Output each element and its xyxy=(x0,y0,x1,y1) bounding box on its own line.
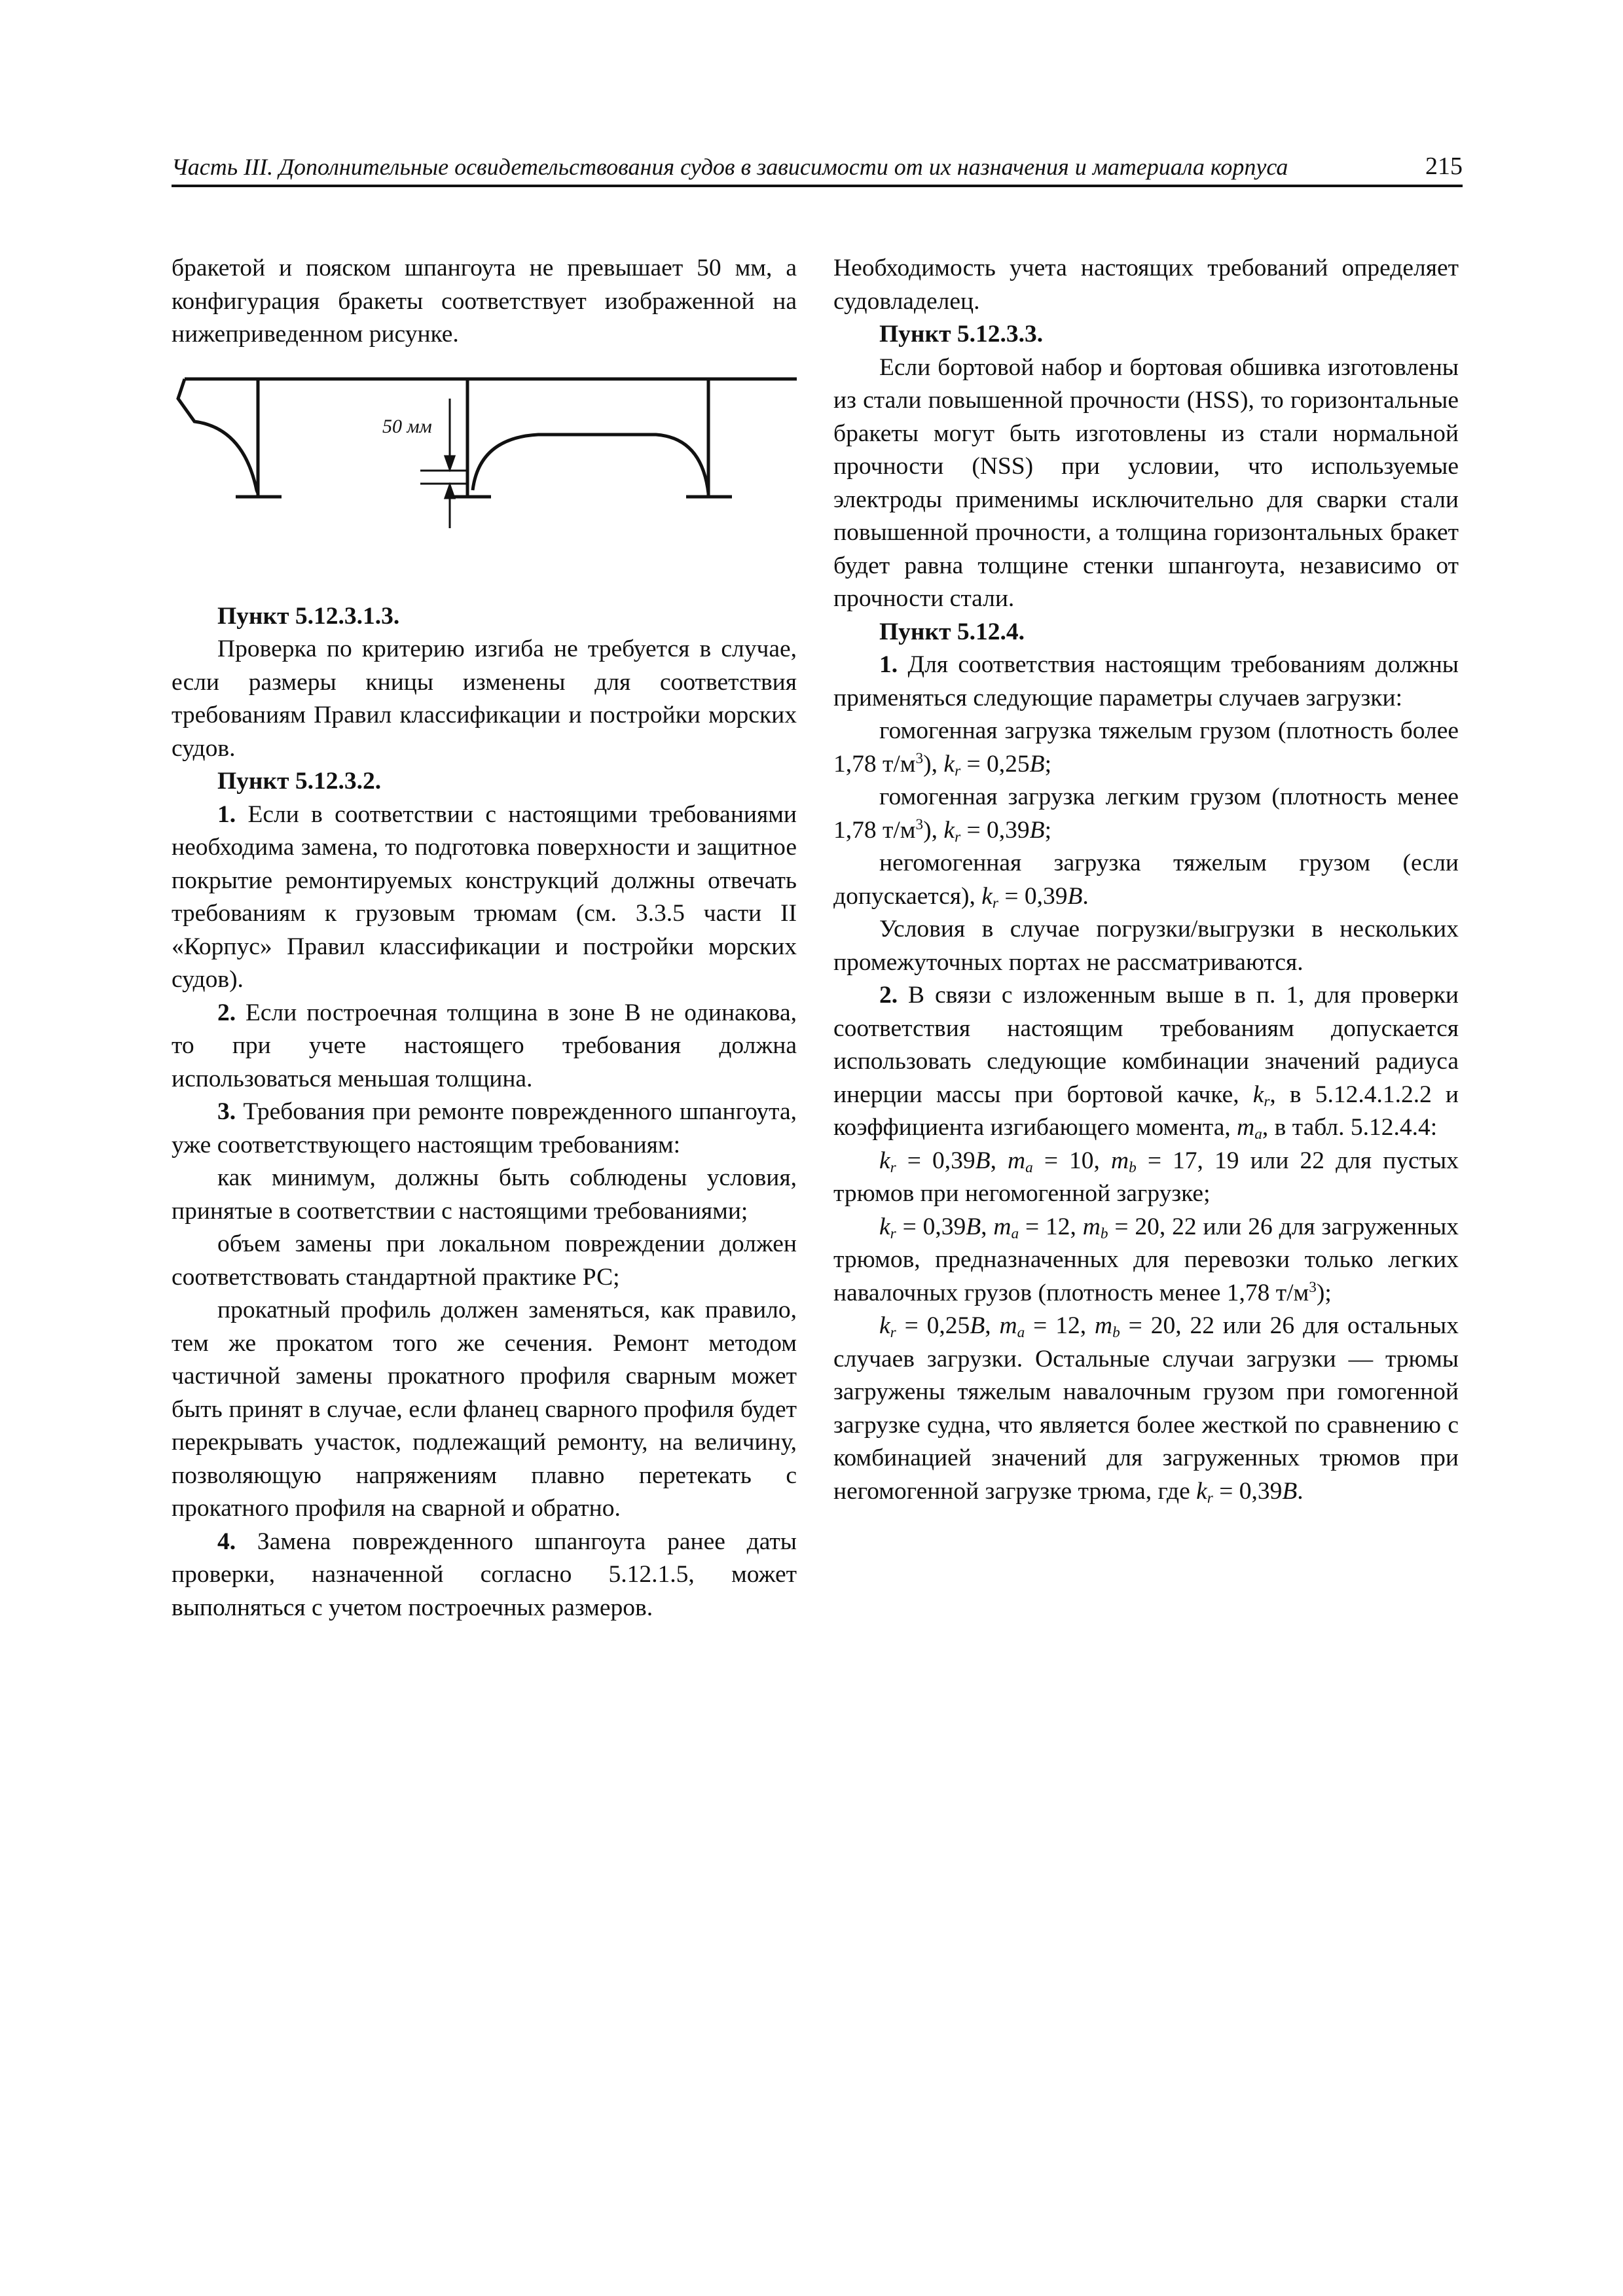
bracket-figure xyxy=(172,359,797,575)
item-number: 2. xyxy=(217,999,236,1026)
numbered-paragraph: 2. В связи с изложенным выше в п. 1, для проверки соответствия настоящим требованиям допускается использовать следующие комбинации значений радиуса инерции массы при бортовой качке, $k_r$, в 5.12.4.1.2.2 и коэффициента изгибающего момента, $m_a$, в табл. 5.12.4.4: xyxy=(833,982,1459,1143)
section-heading: Пункт 5.12.3.3. xyxy=(879,321,1044,348)
section-heading: Пункт 5.12.4. xyxy=(879,618,1025,645)
mid-bracket xyxy=(473,435,708,493)
numbered-paragraph: 1. Если в соответствии с настоящими требованиями необходима замена, то подготовка поверхности и защитное покрытие ремонтируемых конструкций должны отвечать требованиям к грузовым трюмам (см. 3.3.5 части II «Корпус» Правил классификации и постройки морских судов). xyxy=(172,800,797,993)
running-title: Часть III. Дополнительные освидетельствования судов в зависимости от их назначения и материала корпуса xyxy=(172,154,1288,180)
item-number: 2. xyxy=(879,982,898,1009)
dimension-label: 50 мм xyxy=(382,415,432,437)
paragraph: прокатный профиль должен заменяться, как правило, тем же прокатом того же сечения. Ремонт методом частичной замены прокатного профиля сварным может быть принят в случае, если фланец сварного профиля будет перекрывать участок, подлежащий ремонту, на величину, позволяющую напряжениям плавно перетекать с прокатного профиля на сварной и обратно. xyxy=(172,1297,797,1522)
numbered-paragraph: 4. Замена поврежденного шпангоута ранее даты проверки, назначенной согласно 5.12.1.5, может выполняться с учетом построечных размеров. xyxy=(172,1528,797,1621)
paragraph: Если бортовой набор и бортовая обшивка изготовлены из стали повышенной прочности (HSS), то горизонтальные бракеты могут быть изготовлены из стали нормальной прочности (NSS) при условии, что используемые электроды применимы исключительно для сварки стали повышенной прочности, а толщина горизонтальных бракет будет равна толщине стенки шпангоута, независимо от прочности стали. xyxy=(833,353,1459,612)
paragraph: как минимум, должны быть соблюдены условия, принятые в соответствии с настоящими требованиями; xyxy=(172,1164,797,1225)
numbered-paragraph: 2. Если построечная толщина в зоне В не одинакова, то при учете настоящего требования должна использоваться меньшая толщина. xyxy=(172,999,797,1092)
combination-3: $k_r = 0,25B$, $m_a = 12$, $m_b = 20$, 22 или 26 для остальных случаев загрузки. Остальные случаи загрузки — трюмы загружены тяжелым навалочным грузом при гомогенной загрузке судна, что является более жесткой по сравнению с комбинацией значений для загруженных трюмов при негомогенной загрузке трюма, где $k_r = 0,39B$. xyxy=(833,1312,1459,1507)
left-column xyxy=(172,252,797,1624)
item-number: 3. xyxy=(217,1098,236,1125)
right-column xyxy=(833,252,1459,1508)
paragraph: Проверка по критерию изгиба не требуется в случае, если размеры кницы изменены для соответствия требованиям Правил классификации и постройки морских судов. xyxy=(172,636,797,762)
numbered-paragraph: 3. Требования при ремонте поврежденного шпангоута, уже соответствующего настоящим требованиям: xyxy=(172,1098,797,1158)
combination-2: $k_r = 0,39B$, $m_a = 12$, $m_b = 20$, 22 или 26 для загруженных трюмов, предназначенных для перевозки только легких навалочных грузов (плотность менее 1,78 $т/м^3$); xyxy=(833,1213,1459,1306)
left-bracket xyxy=(178,379,258,493)
paragraph: бракетой и пояском шпангоута не превышает 50 мм, а конфигурация бракеты соответствует изображенной на нижеприведенном рисунке. xyxy=(172,255,797,348)
section-heading: Пункт 5.12.3.2. xyxy=(217,768,382,795)
page-number: 215 xyxy=(1425,152,1463,180)
dim-arrow-down xyxy=(445,456,454,469)
item-number: 1. xyxy=(879,651,898,678)
paragraph: Условия в случае погрузки/выгрузки в нескольких промежуточных портах не рассматриваются. xyxy=(833,916,1459,976)
load-case-1: гомогенная загрузка тяжелым грузом (плотность более 1,78 $т/м^3$), $k_r = 0,25B$; xyxy=(833,717,1459,780)
paragraph: Необходимость учета настоящих требований определяет судовладелец. xyxy=(833,255,1459,315)
load-case-2: гомогенная загрузка легким грузом (плотность менее 1,78 $т/м^3$), $k_r = 0,39B$; xyxy=(833,783,1459,846)
item-number: 1. xyxy=(217,800,236,828)
load-case-3: негомогенная загрузка тяжелым грузом (если допускается), $k_r = 0,39B$. xyxy=(833,850,1459,912)
section-heading: Пункт 5.12.3.1.3. xyxy=(217,602,400,630)
page-header xyxy=(172,145,1463,187)
paragraph: объем замены при локальном повреждении должен соответствовать стандартной практике РС; xyxy=(172,1230,797,1291)
numbered-paragraph: 1. Для соответствия настоящим требованиям должны применяться следующие параметры случаев загрузки: xyxy=(833,651,1459,711)
combination-1: $k_r = 0,39B$, $m_a = 10$, $m_b = 17$, 19 или 22 для пустых трюмов при негомогенной загрузке; xyxy=(833,1147,1459,1207)
item-number: 4. xyxy=(217,1528,236,1555)
dim-arrow-up xyxy=(445,485,454,498)
